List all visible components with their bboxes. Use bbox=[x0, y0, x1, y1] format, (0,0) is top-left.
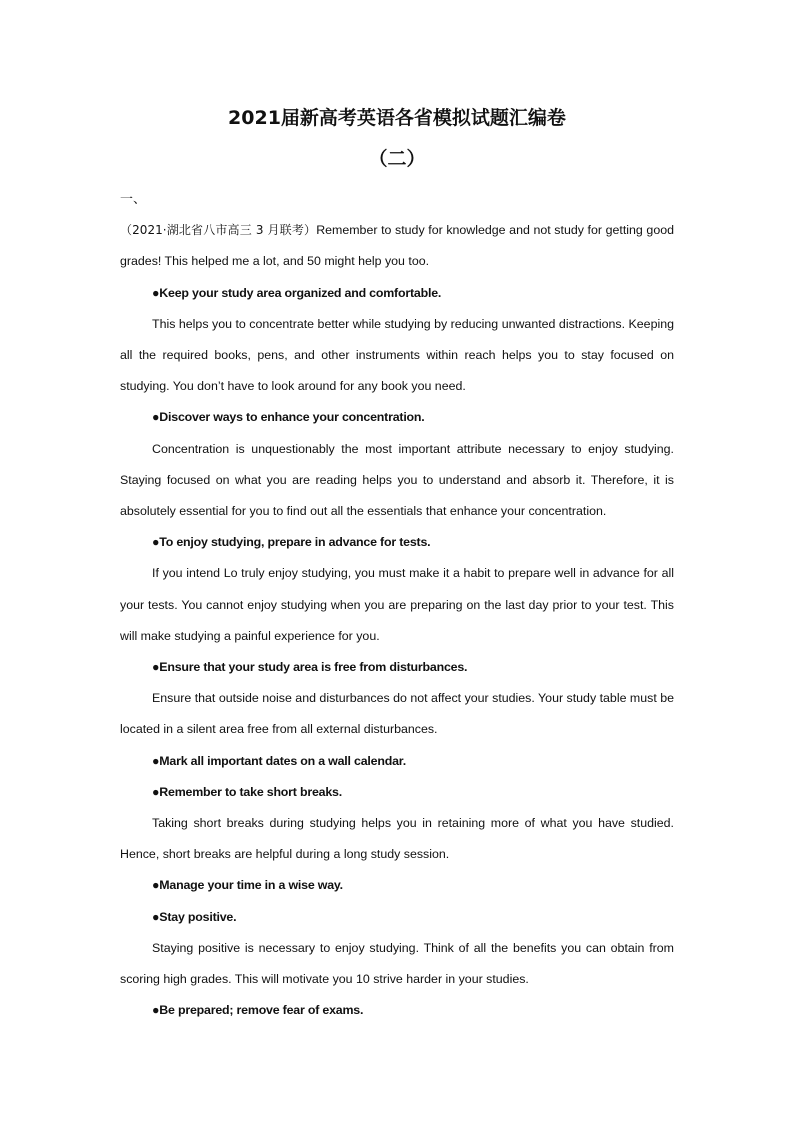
document-subtitle: （二） bbox=[368, 148, 426, 170]
bullet-heading: ●Stay positive. bbox=[152, 909, 237, 924]
body-paragraph: If you intend Lo truly enjoy studying, you must make it a habit to prepare well in advance for all your tests. You cannot enjoy studying when you are preparing on the last day prior to your test. This will make studying a painful experience for you. bbox=[120, 566, 674, 643]
intro-paragraph bbox=[120, 215, 674, 277]
body-paragraph: Staying positive is necessary to enjoy studying. Think of all the benefits you can obtain from scoring high grades. This will motivate you 10 strive harder in your studies. bbox=[120, 940, 674, 987]
document-body bbox=[120, 184, 674, 1026]
bullet-heading: ●To enjoy studying, prepare in advance for tests. bbox=[152, 535, 431, 550]
bullet-heading: ●Discover ways to enhance your concentration. bbox=[152, 410, 425, 425]
body-paragraph: Taking short breaks during studying helps you in retaining more of what you have studied. Hence, short breaks are helpful during a long study session. bbox=[120, 816, 674, 862]
section-number: 一、 bbox=[120, 192, 147, 207]
bullet-heading: ●Manage your time in a wise way. bbox=[152, 878, 343, 893]
intro-text: Remember to study for knowledge and not study for getting good grades! This helped me a lot, and 50 might help you too. bbox=[120, 223, 674, 269]
body-paragraph: Ensure that outside noise and disturbances do not affect your studies. Your study table must be located in a silent area free from all external disturbances. bbox=[120, 691, 674, 737]
bullet-heading: ●Be prepared; remove fear of exams. bbox=[152, 1003, 364, 1018]
bullet-heading: ●Ensure that your study area is free from disturbances. bbox=[152, 660, 468, 675]
bullet-heading: ●Mark all important dates on a wall calendar. bbox=[152, 753, 406, 768]
source-citation: （2021·湖北省八市高三 3 月联考） bbox=[120, 223, 317, 238]
bullet-heading: ●Remember to take short breaks. bbox=[152, 784, 342, 799]
bullet-heading: ●Keep your study area organized and comfortable. bbox=[152, 285, 442, 300]
document-title: 2021届新高考英语各省模拟试题汇编卷 bbox=[228, 107, 566, 129]
body-paragraph: Concentration is unquestionably the most important attribute necessary to enjoy studying. Staying focused on what you are reading helps you to understand and absorb it. Therefore, it is absolutely essential for you to find out all the essentials that enhance your concentration. bbox=[120, 441, 674, 519]
body-paragraph: This helps you to concentrate better while studying by reducing unwanted distractions. Keeping all the required books, pens, and other instruments within reach helps you to stay focused on studying. You don’t have to look around for any book you need. bbox=[120, 316, 674, 394]
